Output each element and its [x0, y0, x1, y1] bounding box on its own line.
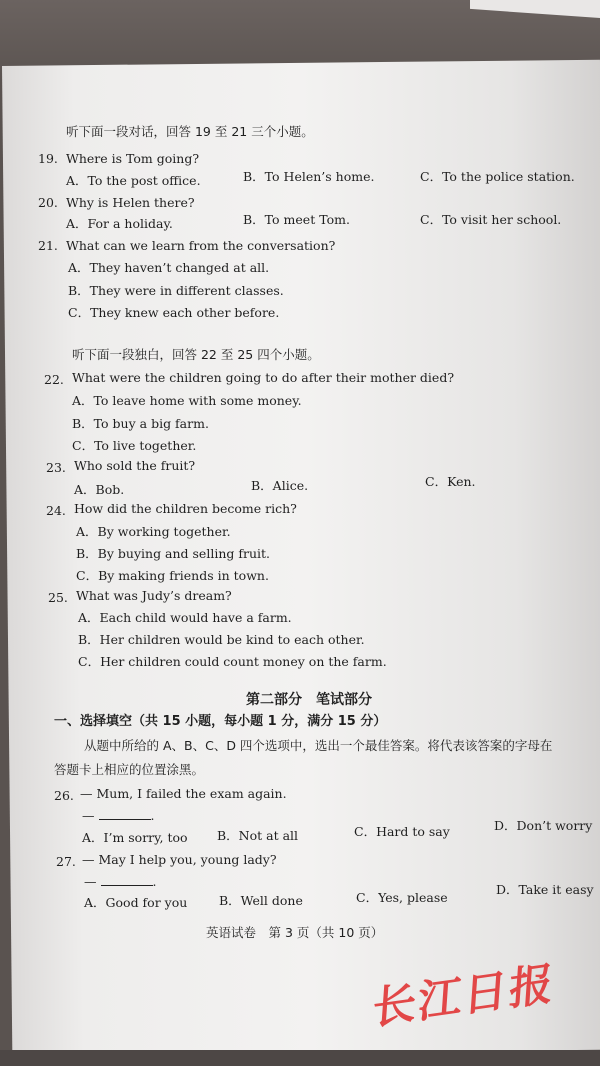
- q27-answer-blank: [101, 875, 153, 886]
- part2-subtitle: 一、选择填空（共 15 小题，每小题 1 分，满分 15 分）: [54, 714, 387, 729]
- q27-option-b: B．Well done: [219, 893, 303, 908]
- q27-option-d: D．Take it easy: [496, 882, 594, 897]
- q20-option-c: C．To visit her school.: [420, 212, 562, 227]
- q24-number: 24.: [46, 503, 66, 518]
- q26-reply: — .: [82, 808, 155, 823]
- q22-option-a: A．To leave home with some money.: [72, 393, 302, 408]
- q20-text: Why is Helen there?: [66, 195, 195, 210]
- q20-option-b: B．To meet Tom.: [243, 212, 350, 227]
- part2-instruction-line1: 从题中所给的 A、B、C、D 四个选项中，选出一个最佳答案。将代表该答案的字母在: [84, 738, 553, 753]
- q27-option-a: A．Good for you: [84, 895, 188, 910]
- part2-title: 第二部分 笔试部分: [246, 692, 372, 708]
- q22-number: 22.: [44, 372, 64, 387]
- part2-instruction-line2: 答题卡上相应的位置涂黑。: [54, 762, 205, 777]
- q21-option-c: C．They knew each other before.: [68, 305, 280, 320]
- q23-option-c: C．Ken.: [425, 474, 476, 489]
- q26-option-a: A．I’m sorry, too: [82, 830, 188, 845]
- q19-number: 19.: [38, 151, 58, 166]
- q26-answer-blank: [99, 809, 151, 820]
- page-footer: 英语试卷 第 3 页（共 10 页）: [206, 925, 384, 940]
- watermark-logo: 长江日报: [370, 957, 557, 1036]
- q19-option-a: A．To the post office.: [66, 173, 201, 188]
- q19-option-c: C．To the police station.: [420, 169, 575, 184]
- q20-option-a: A．For a holiday.: [66, 216, 173, 231]
- q19-option-b: B．To Helen’s home.: [243, 169, 375, 184]
- q26-option-b: B．Not at all: [217, 828, 299, 843]
- q24-option-b: B．By buying and selling fruit.: [76, 546, 271, 561]
- q22-text: What were the children going to do after their mother died?: [72, 370, 455, 385]
- q25-option-c: C．Her children could count money on the farm.: [78, 654, 387, 669]
- q23-option-a: A．Bob.: [74, 482, 125, 497]
- q21-option-b: B．They were in different classes.: [68, 283, 284, 298]
- q25-option-b: B．Her children would be kind to each other.: [78, 632, 365, 647]
- q25-number: 25.: [48, 590, 68, 605]
- q22-option-b: B．To buy a big farm.: [72, 416, 209, 431]
- q27-option-c: C．Yes, please: [356, 890, 448, 905]
- q26-reply-dash: —: [82, 808, 95, 823]
- q27-reply: — .: [84, 874, 157, 889]
- section1-instruction: 听下面一段对话，回答 19 至 21 三个小题。: [66, 124, 314, 139]
- q19-text: Where is Tom going?: [66, 151, 200, 166]
- q21-option-a: A．They haven’t changed at all.: [68, 260, 270, 275]
- q24-option-a: A．By working together.: [76, 524, 231, 539]
- q25-text: What was Judy’s dream?: [76, 588, 232, 603]
- q26-number: 26.: [54, 788, 74, 803]
- q23-number: 23.: [46, 460, 66, 475]
- q27-number: 27.: [56, 854, 76, 869]
- q22-option-c: C．To live together.: [72, 438, 197, 453]
- q23-option-b: B．Alice.: [251, 478, 309, 493]
- q24-option-c: C．By making friends in town.: [76, 568, 269, 583]
- q21-text: What can we learn from the conversation?: [66, 238, 336, 253]
- section2-instruction: 听下面一段独白，回答 22 至 25 四个小题。: [72, 347, 320, 362]
- q26-option-d: D．Don’t worry: [494, 818, 593, 833]
- q27-reply-dash: —: [84, 874, 97, 889]
- q24-text: How did the children become rich?: [74, 501, 297, 516]
- q21-number: 21.: [38, 238, 58, 253]
- q23-text: Who sold the fruit?: [74, 458, 196, 473]
- q27-text: — May I help you, young lady?: [82, 852, 277, 867]
- q20-number: 20.: [38, 195, 58, 210]
- q26-text: — Mum, I failed the exam again.: [80, 786, 287, 801]
- q25-option-a: A．Each child would have a farm.: [78, 610, 292, 625]
- q26-option-c: C．Hard to say: [354, 824, 450, 839]
